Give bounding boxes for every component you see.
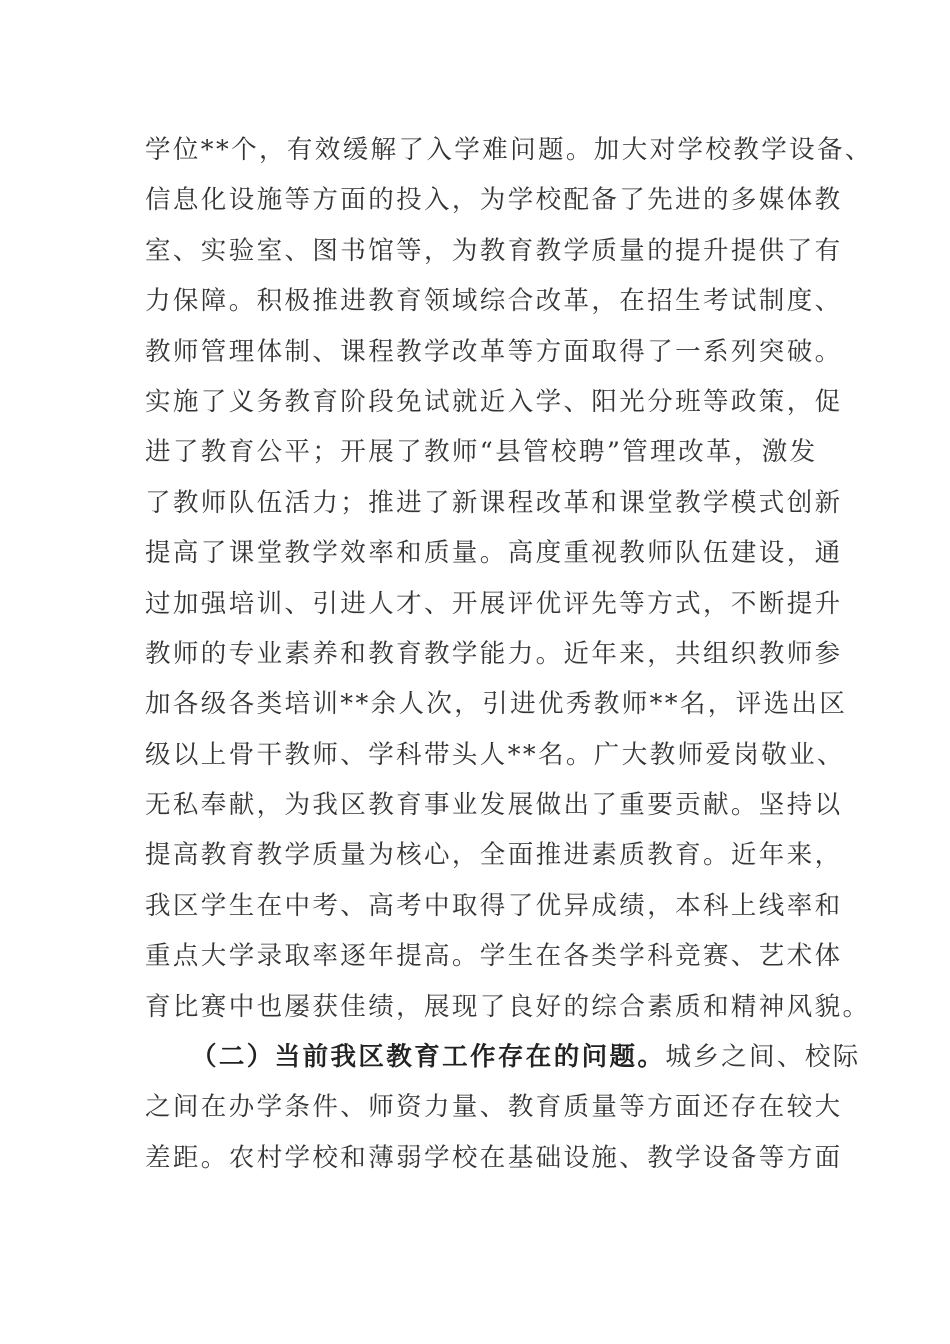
paragraph-line: 了教师队伍活力；推进了新课程改革和课堂教学模式创新: [145, 487, 843, 518]
paragraph-line: 提高了课堂教学效率和质量。高度重视教师队伍建设，通: [145, 538, 843, 569]
paragraph-line: 重点大学录取率逐年提高。学生在各类学科竞赛、艺术体: [145, 941, 843, 972]
paragraph-line: 差距。农村学校和薄弱学校在基础设施、教学设备等方面: [145, 1142, 843, 1173]
paragraph-line: 室、实验室、图书馆等，为教育教学质量的提升提供了有: [145, 235, 843, 266]
paragraph-line: 加各级各类培训**余人次，引进优秀教师**名，评选出区: [145, 689, 848, 720]
paragraph-line: 实施了义务教育阶段免试就近入学、阳光分班等政策，促: [145, 386, 843, 417]
paragraph-line: 育比赛中也屡获佳绩，展现了良好的综合素质和精神风貌。: [145, 991, 871, 1022]
paragraph-line: 之间在办学条件、师资力量、教育质量等方面还存在较大: [145, 1092, 843, 1123]
body-text: [145, 125, 873, 1183]
section-heading-continuation: 城乡之间、校际: [665, 1042, 861, 1073]
section-heading: （二）当前我区教育工作存在的问题。: [191, 1042, 666, 1073]
section-heading-line: [145, 1032, 861, 1082]
paragraph-line: 无私奉献，为我区教育事业发展做出了重要贡献。坚持以: [145, 790, 843, 821]
paragraph-line: 提高教育教学质量为核心，全面推进素质教育。近年来，: [145, 840, 843, 871]
paragraph-line: 学位**个，有效缓解了入学难问题。加大对学校教学设备、: [145, 135, 873, 165]
paragraph-line: 过加强培训、引进人才、开展评优评先等方式，不断提升: [145, 588, 843, 619]
paragraph-line: 信息化设施等方面的投入，为学校配备了先进的多媒体教: [145, 185, 843, 216]
paragraph-line: 进了教育公平；开展了教师“县管校聘”管理改革，激发: [145, 437, 818, 468]
paragraph-line: 教师管理体制、课程教学改革等方面取得了一系列突破。: [145, 336, 843, 367]
paragraph-line: 级以上骨干教师、学科带头人**名。广大教师爱岗敬业、: [145, 739, 845, 770]
paragraph-line: 教师的专业素养和教育教学能力。近年来，共组织教师参: [145, 638, 843, 669]
paragraph-line: 我区学生在中考、高考中取得了优异成绩，本科上线率和: [145, 890, 843, 921]
paragraph-line: 力保障。积极推进教育领域综合改革，在招生考试制度、: [145, 286, 843, 317]
